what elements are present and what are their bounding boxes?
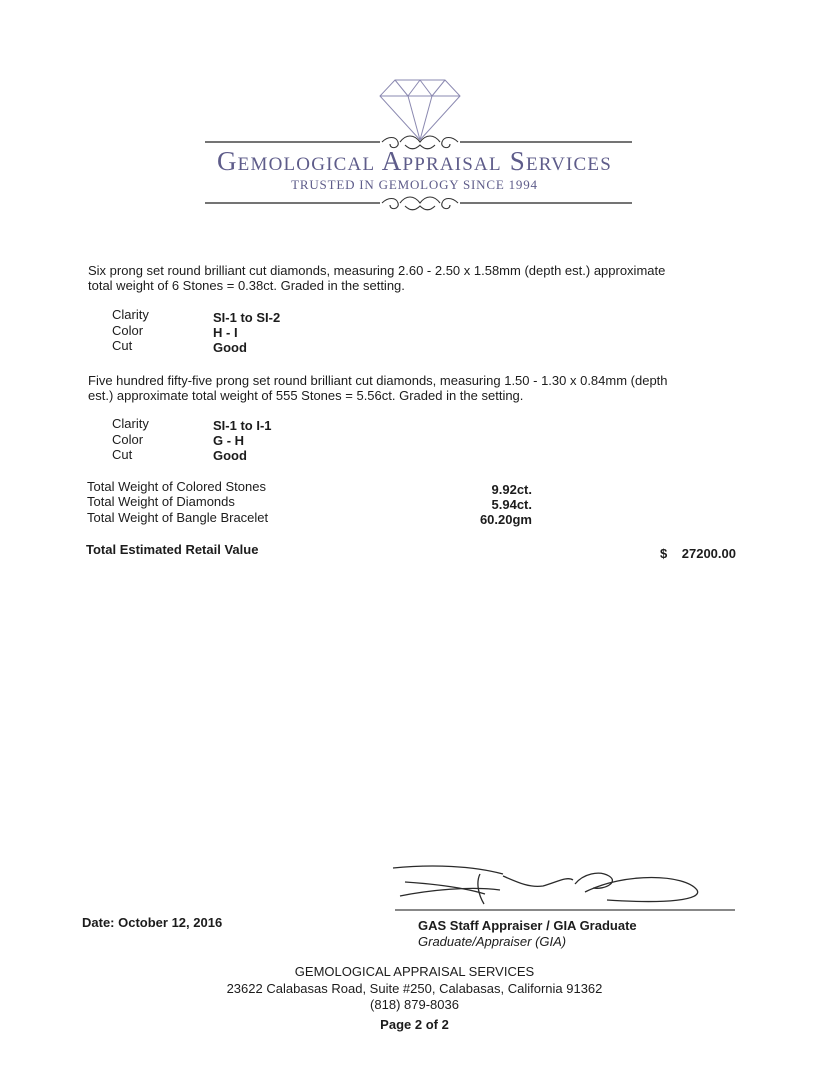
- section2-description-line1: Five hundred fifty-five prong set round brilliant cut diamonds, measuring 1.50 - 1.30 x 0.84mm (depth: [88, 373, 668, 388]
- section1-cut-value: Good: [213, 340, 247, 355]
- retail-value-label: Total Estimated Retail Value: [86, 542, 259, 557]
- appraiser-subtitle: Graduate/Appraiser (GIA): [418, 934, 567, 949]
- retail-currency: $: [660, 546, 668, 561]
- section1-clarity-value: SI-1 to SI-2: [213, 310, 281, 325]
- retail-amount: 27200.00: [681, 546, 736, 561]
- section1-clarity-label: Clarity: [112, 307, 149, 322]
- bottom-flourish-icon: [382, 197, 458, 210]
- total-diamonds-value: 5.94ct.: [491, 497, 532, 512]
- company-name: Gemological Appraisal Services: [216, 146, 613, 176]
- section2-cut-value: Good: [213, 448, 247, 463]
- section2-clarity-label: Clarity: [112, 416, 149, 431]
- appraisal-date: Date: October 12, 2016: [82, 915, 223, 930]
- footer-address: 23622 Calabasas Road, Suite #250, Calabasas, California 91362: [226, 981, 603, 996]
- footer-phone: (818) 879-8036: [370, 997, 459, 1012]
- section1-description-line2: total weight of 6 Stones = 0.38ct. Graded in the setting.: [88, 278, 405, 293]
- section1-cut-label: Cut: [112, 338, 133, 353]
- total-colored-stones-label: Total Weight of Colored Stones: [87, 479, 266, 494]
- section2-color-value: G - H: [213, 433, 245, 448]
- section2-color-label: Color: [112, 432, 144, 447]
- total-colored-stones-value: 9.92ct.: [491, 482, 532, 497]
- section2-description-line2: est.) approximate total weight of 555 Stones = 5.56ct. Graded in the setting.: [88, 388, 524, 403]
- section1-color-value: H - I: [213, 325, 238, 340]
- section1-color-label: Color: [112, 323, 144, 338]
- footer-company: GEMOLOGICAL APPRAISAL SERVICES: [294, 964, 535, 979]
- diamond-icon: [380, 80, 460, 140]
- company-tagline: TRUSTED IN GEMOLOGY SINCE 1994: [291, 177, 538, 192]
- section1-description-line1: Six prong set round brilliant cut diamonds, measuring 2.60 - 2.50 x 1.58mm (depth est.) approximate: [88, 263, 666, 278]
- section2-description: [88, 373, 708, 403]
- page-number: Page 2 of 2: [380, 1017, 449, 1032]
- section1-description: [88, 263, 708, 293]
- total-diamonds-label: Total Weight of Diamonds: [87, 494, 235, 509]
- retail-value: [560, 546, 736, 561]
- total-bracelet-value: 60.20gm: [479, 512, 532, 527]
- letterhead-graphics: [0, 0, 829, 230]
- total-bracelet-label: Total Weight of Bangle Bracelet: [87, 510, 269, 525]
- section2-cut-label: Cut: [112, 447, 133, 462]
- appraiser-title: GAS Staff Appraiser / GIA Graduate: [418, 918, 637, 933]
- section2-clarity-value: SI-1 to I-1: [213, 418, 272, 433]
- signature: [385, 858, 745, 914]
